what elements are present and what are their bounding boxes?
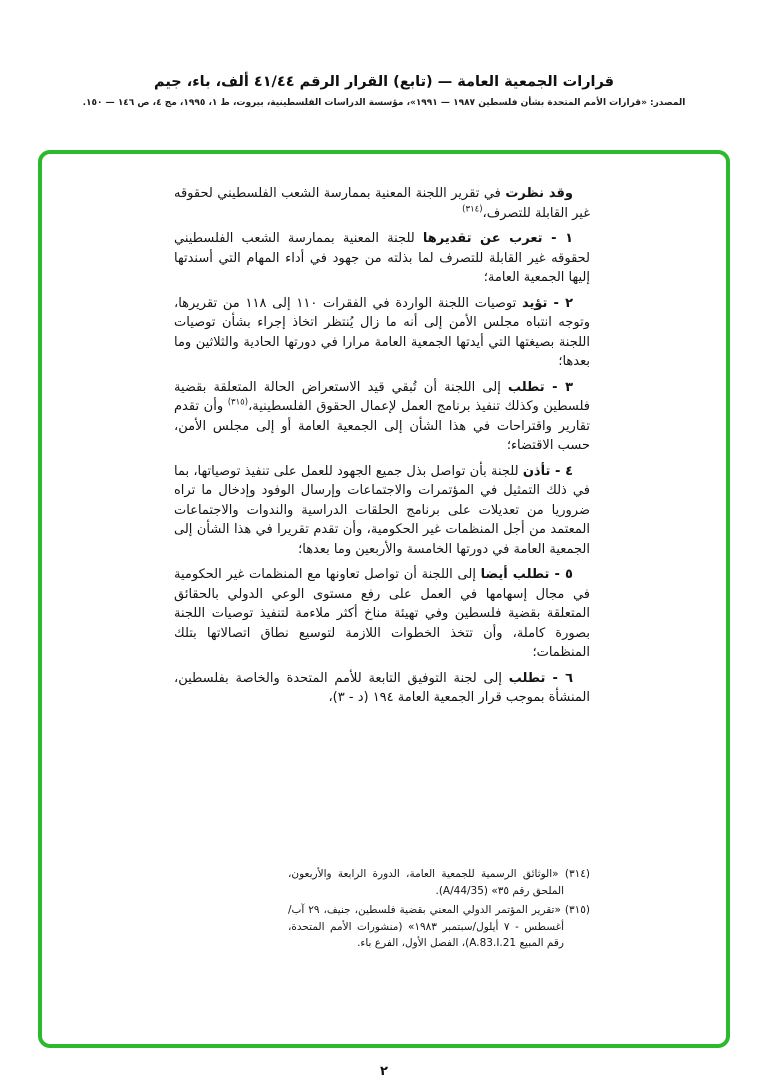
paragraph-lead: ١ - تعرب عن تقديرها	[422, 231, 573, 246]
paragraph	[174, 669, 590, 708]
footnote-marker: (٣١٥)	[564, 904, 590, 916]
paragraph-text: توصيات اللجنة الواردة في الفقرات ١١٠ إلى ١١٨ من تقريرها، وتوجه انتباه مجلس الأمن إلى أنه ما زال يُنتظر اتخاذ إجراء بشأن توصيات اللجنة بصيغتها التي أيدتها الجمعية العامة مرارا في دورتها الحادية والثلاثين وما بعدها؛	[174, 295, 590, 369]
footnote-ref: (٣١٤)	[462, 204, 483, 215]
paragraph	[174, 294, 590, 372]
paragraph-text: للجنة بأن تواصل بذل جميع الجهود للعمل على تنفيذ توصياتها، بما في ذلك التمثيل في المؤتمرات والاجتماعات وإرسال الوفود وإدخال ما تراه ضروريا من تعديلات على برنامج الحلقات الدراسية والندوات والاجتماعات المعتمد من أجل المنظمات غير الحكومية، وأن تقدم تقريرا في هذا الشأن إلى الجمعية العامة في دورتها الخامسة والأربعين وما بعدها؛	[174, 463, 590, 557]
paragraph-text: إلى لجنة التوفيق التابعة للأمم المتحدة والخاصة بفلسطين، المنشأة بموجب قرار الجمعية العامة ١٩٤ (د - ٣)،	[174, 670, 590, 705]
footnote-item	[288, 902, 590, 952]
page-title: قرارات الجمعية العامة — (تابع) القرار الرقم ٤١/٤٤ ألف، باء، جيم	[153, 74, 615, 90]
document-header	[0, 74, 768, 108]
paragraph-lead: ٤ - تأذن	[522, 463, 573, 479]
footnote-item	[288, 866, 590, 899]
footnote-text: «الوثائق الرسمية للجمعية العامة، الدورة الرابعة والأربعون، الملحق رقم ٣٥» (A/44/35).	[288, 868, 565, 897]
paragraph-lead: ٣ - تطلب	[507, 379, 574, 395]
footnote-text: «تقرير المؤتمر الدولي المعني بقضية فلسطين، جنيف، ٢٩ آب/أغسطس - ٧ أيلول/سبتمبر ١٩٨٣» (منشورات الأمم المتحدة، رقم المبيع A.83.I.21)، الفصل الأول، الفرع باء.	[288, 904, 565, 949]
footnote-ref: (٣١٥)	[227, 397, 249, 408]
paragraph-lead: ٥ - تطلب أيضا	[480, 567, 573, 582]
paragraph-lead: ٢ - تؤيد	[521, 295, 574, 311]
resolution-body	[174, 184, 590, 714]
paragraph-text: في تقرير اللجنة المعنية بممارسة الشعب الفلسطيني لحقوقه غير القابلة للتصرف،	[174, 186, 590, 221]
paragraph-text: إلى اللجنة أن تواصل تعاونها مع المنظمات غير الحكومية في مجال إسهامها في العمل على رفع مستوى الوعي الدولي بالحقائق المتعلقة بقضية فلسطين وفي تهيئة مناخ أكثر ملاءمة لتنفيذ توصيات اللجنة بصورة كاملة، وأن تتخذ الخطوات اللازمة لتوسيع نطاق اتصالاتها بتلك المنظمات؛	[174, 567, 590, 660]
paragraph	[174, 229, 590, 288]
paragraph-lead: ٦ - تطلب	[508, 670, 574, 686]
paragraph	[174, 378, 590, 456]
paragraph	[174, 462, 590, 560]
paragraph-text: إلى اللجنة أن تُبقي قيد الاستعراض الحالة المتعلقة بقضية فلسطين وكذلك تنفيذ برنامج العمل لإعمال الحقوق الفلسطينية،	[174, 379, 590, 414]
paragraph	[174, 184, 590, 223]
footnote-marker: (٣١٤)	[564, 868, 590, 880]
paragraph-text: للجنة المعنية بممارسة الشعب الفلسطيني لحقوقه غير القابلة للتصرف لما بذلته من جهود في أداء المهام التي أسندتها إليها الجمعية العامة؛	[174, 231, 590, 285]
page-number: ٢	[380, 1064, 388, 1079]
paragraph	[174, 565, 590, 663]
paragraph-text: وأن تقدم تقارير واقتراحات في هذا الشأن إلى الجمعية العامة أو إلى مجلس الأمن، حسب الاقتضاء؛	[174, 399, 590, 453]
paragraph-lead: وقد نظرت	[505, 186, 573, 201]
source-line: المصدر: «قرارات الأمم المتحدة بشأن فلسطين ١٩٨٧ — ١٩٩١»، مؤسسة الدراسات الفلسطينية، بيروت، ط ١، ١٩٩٥، مج ٤، ص ١٤٦ — ١٥٠.	[82, 98, 686, 108]
footnotes-section	[288, 866, 590, 955]
